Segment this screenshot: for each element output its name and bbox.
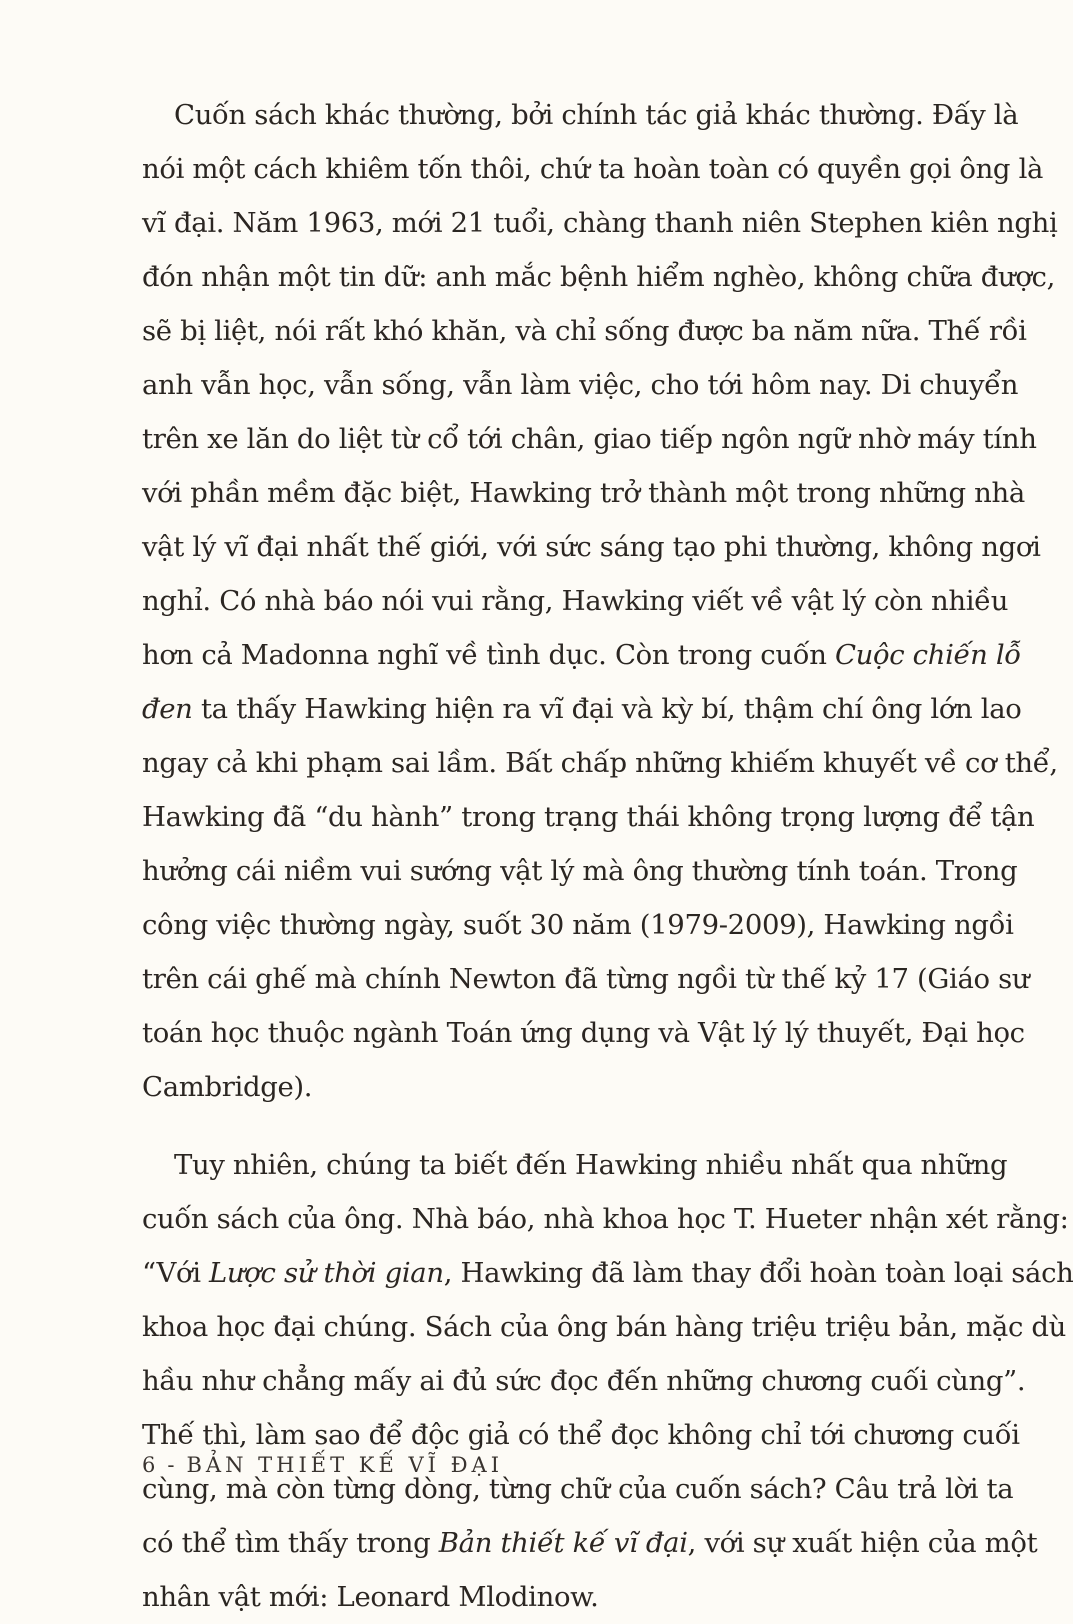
text-line: [142, 520, 1041, 574]
text-run: toán học thuộc ngành Toán ứng dụng và Vật lý lý thuyết, Đại học: [142, 1017, 1025, 1049]
text-run: Cambridge).: [142, 1071, 313, 1103]
text-run: có thể tìm thấy trong: [142, 1527, 439, 1559]
italic-title-text: Bản thiết kế vĩ đại: [438, 1527, 688, 1559]
text-line: [142, 790, 1035, 844]
text-run: trên xe lăn do liệt từ cổ tới chân, giao tiếp ngôn ngữ nhờ máy tính: [142, 423, 1037, 455]
page-number: 6: [142, 1453, 160, 1477]
text-line: [142, 1246, 1073, 1300]
text-run: Hawking đã “du hành” trong trạng thái không trọng lượng để tận: [142, 801, 1035, 833]
text-line: [142, 1570, 990, 1624]
text-run: trên cái ghế mà chính Newton đã từng ngồi từ thế kỷ 17 (Giáo sư: [142, 963, 1030, 995]
text-run: , Hawking đã làm thay đổi hoàn toàn loại sách: [443, 1257, 1073, 1289]
footer-separator: -: [167, 1453, 179, 1477]
text-run: Tuy nhiên, chúng ta biết đến Hawking nhiều nhất qua những: [174, 1149, 1008, 1181]
text-run: anh vẫn học, vẫn sống, vẫn làm việc, cho tới hôm nay. Di chuyển: [142, 369, 1019, 401]
text-line: [142, 142, 1044, 196]
text-line: [142, 574, 1009, 628]
text-run: cùng, mà còn từng dòng, từng chữ của cuốn sách? Câu trả lời ta: [142, 1473, 1014, 1505]
text-line: [142, 466, 1025, 520]
text-line: [142, 1354, 1026, 1408]
text-line: [142, 358, 1019, 412]
body-text: [142, 88, 1073, 1624]
text-line: [142, 1006, 1025, 1060]
text-line: [142, 1192, 1069, 1246]
text-run: ngay cả khi phạm sai lầm. Bất chấp những khiếm khuyết về cơ thể,: [142, 747, 1058, 779]
text-run: sẽ bị liệt, nói rất khó khăn, và chỉ sống được ba năm nữa. Thế rồi: [142, 315, 1027, 347]
text-line: [142, 304, 1027, 358]
text-run: nói một cách khiêm tốn thôi, chứ ta hoàn toàn có quyền gọi ông là: [142, 153, 1044, 185]
text-line: [142, 1516, 1038, 1570]
text-line: [142, 844, 1018, 898]
text-run: nhân vật mới: Leonard Mlodinow.: [142, 1581, 599, 1613]
text-line: [142, 250, 1055, 304]
text-run: vật lý vĩ đại nhất thế giới, với sức sáng tạo phi thường, không ngơi: [142, 531, 1041, 563]
text-line: [142, 88, 1019, 142]
page-footer: [142, 1453, 503, 1477]
text-run: hầu như chẳng mấy ai đủ sức đọc đến những chương cuối cùng”.: [142, 1365, 1026, 1397]
text-line: [142, 682, 1022, 736]
text-run: hưởng cái niềm vui sướng vật lý mà ông thường tính toán. Trong: [142, 855, 1018, 887]
text-run: vĩ đại. Năm 1963, mới 21 tuổi, chàng thanh niên Stephen kiên nghị: [142, 207, 1058, 239]
text-run: khoa học đại chúng. Sách của ông bán hàng triệu triệu bản, mặc dù: [142, 1311, 1067, 1343]
text-run: , với sự xuất hiện của một: [687, 1527, 1038, 1559]
paragraph: [142, 88, 1058, 1114]
paragraph: [142, 1138, 1073, 1624]
text-run: ta thấy Hawking hiện ra vĩ đại và kỳ bí, thậm chí ông lớn lao: [192, 693, 1022, 725]
italic-title-text: Cuộc chiến lỗ: [834, 639, 1021, 671]
text-run: công việc thường ngày, suốt 30 năm (1979-2009), Hawking ngồi: [142, 909, 1014, 941]
text-run: nghỉ. Có nhà báo nói vui rằng, Hawking viết về vật lý còn nhiều: [142, 585, 1009, 617]
text-run: “Với: [142, 1257, 210, 1289]
text-line: [142, 898, 1014, 952]
italic-title-text: Lược sử thời gian: [209, 1257, 444, 1289]
text-line: [142, 952, 1030, 1006]
text-run: cuốn sách của ông. Nhà báo, nhà khoa học T. Hueter nhận xét rằng:: [142, 1203, 1069, 1235]
running-title: BẢN THIẾT KẾ VĨ ĐẠI: [186, 1453, 503, 1477]
text-run: với phần mềm đặc biệt, Hawking trở thành một trong những nhà: [142, 477, 1025, 509]
text-run: Thế thì, làm sao để độc giả có thể đọc không chỉ tới chương cuối: [142, 1419, 1020, 1451]
text-line: [142, 412, 1037, 466]
text-line: [142, 1060, 990, 1114]
text-line: [142, 1300, 1067, 1354]
text-line: [142, 196, 1058, 250]
text-run: hơn cả Madonna nghĩ về tình dục. Còn trong cuốn: [142, 639, 835, 671]
text-run: Cuốn sách khác thường, bởi chính tác giả khác thường. Đấy là: [174, 99, 1019, 131]
text-line: [142, 628, 1021, 682]
text-line: [142, 736, 1058, 790]
text-run: đón nhận một tin dữ: anh mắc bệnh hiểm nghèo, không chữa được,: [142, 261, 1055, 293]
text-line: [142, 1138, 1008, 1192]
italic-title-text: đen: [142, 693, 193, 725]
